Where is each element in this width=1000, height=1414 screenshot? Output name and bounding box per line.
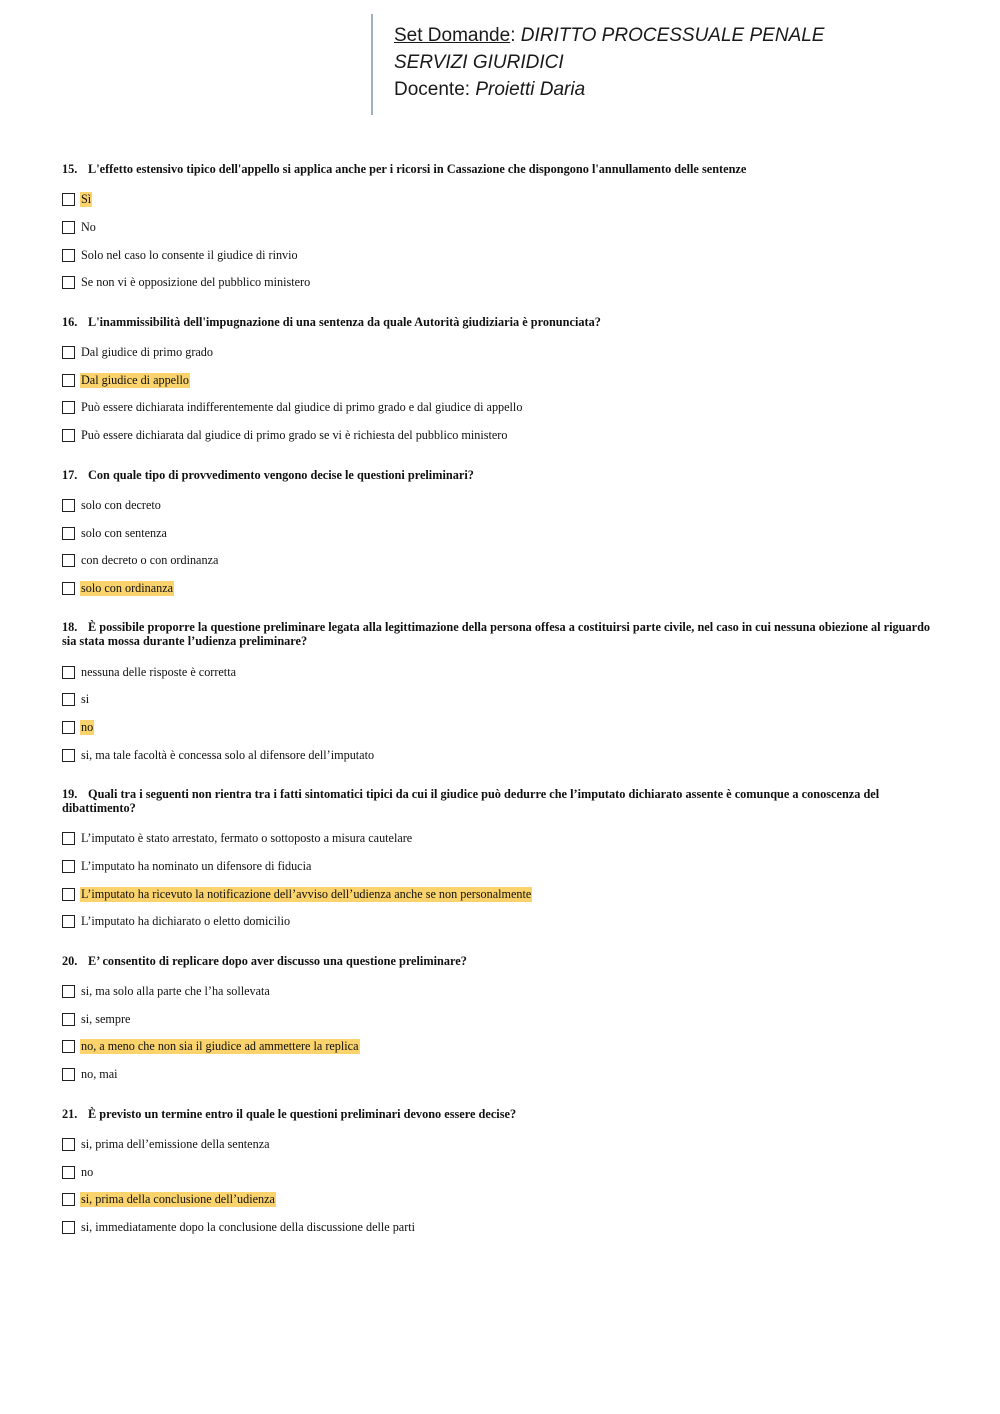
answer-checkbox[interactable] (62, 582, 75, 595)
answer-checkbox[interactable] (62, 1068, 75, 1081)
answer-checkbox[interactable] (62, 1166, 75, 1179)
answer-text-highlighted: solo con ordinanza (81, 580, 174, 595)
question-text: È previsto un termine entro il quale le questioni preliminari devono essere decise? (88, 1106, 517, 1121)
answer-option[interactable] (62, 1061, 932, 1089)
answer-text: con decreto o con ordinanza (81, 553, 219, 568)
answer-option[interactable] (62, 714, 932, 742)
answer-checkbox[interactable] (62, 1040, 75, 1053)
answer-text: Se non vi è opposizione del pubblico ministero (81, 275, 311, 290)
answer-option[interactable] (62, 492, 932, 520)
question-text: Con quale tipo di provvedimento vengono decise le questioni preliminari? (88, 467, 474, 482)
answer-option[interactable] (62, 241, 932, 269)
answer-checkbox[interactable] (62, 749, 75, 762)
answer-option[interactable] (62, 1131, 932, 1159)
question-block (62, 162, 932, 297)
answer-text-highlighted: si, prima della conclusione dell’udienza (81, 1192, 275, 1207)
answer-option[interactable] (62, 1005, 932, 1033)
question-text: L'effetto estensivo tipico dell'appello si applica anche per i ricorsi in Cassazione che dispongono l'annullamento delle sentenze (88, 162, 747, 176)
answer-text: Dal giudice di primo grado (81, 345, 213, 360)
answer-text: L’imputato ha dichiarato o eletto domicilio (81, 914, 291, 929)
answer-text: si, ma tale facoltà è concessa solo al difensore dell’imputato (81, 747, 375, 762)
answer-option[interactable] (62, 1214, 932, 1242)
answer-option[interactable] (62, 366, 932, 394)
question-heading (62, 787, 932, 815)
answer-option[interactable] (62, 519, 932, 547)
question-block (62, 787, 932, 936)
answer-checkbox[interactable] (62, 276, 75, 289)
question-block (62, 315, 932, 450)
answer-checkbox[interactable] (62, 499, 75, 512)
answer-text-highlighted: no (81, 719, 94, 734)
answer-option[interactable] (62, 880, 932, 908)
answer-option[interactable] (62, 422, 932, 450)
answer-checkbox[interactable] (62, 429, 75, 442)
question-block (62, 1107, 932, 1242)
answer-option[interactable] (62, 339, 932, 367)
answer-checkbox[interactable] (62, 1193, 75, 1206)
answer-checkbox[interactable] (62, 1221, 75, 1234)
question-text: E’ consentito di replicare dopo aver discusso una questione preliminare? (88, 953, 467, 968)
answer-option[interactable] (62, 186, 932, 214)
question-heading (62, 315, 932, 329)
question-text: È possibile proporre la questione preliminare legata alla legittimazione della persona offesa a costituirsi parte civile, nel caso in cui nessuna obiezione al riguardo sia stata mossa durante l’udienza preliminare? (62, 620, 931, 649)
answer-checkbox[interactable] (62, 221, 75, 234)
answer-checkbox[interactable] (62, 666, 75, 679)
teacher-label: Docente: (394, 79, 471, 100)
set-colon: : (510, 25, 516, 46)
answer-checkbox[interactable] (62, 832, 75, 845)
question-heading (62, 468, 932, 482)
answer-checkbox[interactable] (62, 374, 75, 387)
question-text: Quali tra i seguenti non rientra tra i fatti sintomatici tipici da cui il giudice può dedurre che l’imputato dichiarato assente è comunque a conoscenza del dibattimento? (62, 787, 880, 815)
answer-option[interactable] (62, 214, 932, 242)
question-heading (62, 620, 932, 648)
header-set-line (394, 22, 931, 49)
answer-text: L’imputato ha nominato un difensore di fiducia (81, 859, 312, 874)
question-heading (62, 162, 932, 176)
subject-line-2: SERVIZI GIURIDICI (394, 52, 564, 73)
answer-text: No (81, 220, 96, 235)
answer-checkbox[interactable] (62, 693, 75, 706)
answer-text: Solo nel caso lo consente il giudice di rinvio (81, 247, 298, 262)
answer-text: si, immediatamente dopo la conclusione della discussione delle parti (81, 1219, 416, 1234)
teacher-name: Proietti Daria (475, 79, 586, 100)
answer-checkbox[interactable] (62, 721, 75, 734)
answer-text-highlighted: Dal giudice di appello (81, 372, 189, 387)
question-number: 15. (62, 162, 78, 176)
question-number: 17. (62, 467, 78, 482)
answer-text: Può essere dichiarata dal giudice di primo grado se vi è richiesta del pubblico ministero (81, 428, 508, 443)
subject-line-1: DIRITTO PROCESSUALE PENALE (520, 25, 825, 46)
answer-option[interactable] (62, 658, 932, 686)
answer-text: solo con decreto (81, 497, 161, 512)
answer-option[interactable] (62, 741, 932, 769)
answer-option[interactable] (62, 394, 932, 422)
header-teacher-line (394, 76, 931, 103)
answer-text: nessuna delle risposte è corretta (81, 664, 236, 679)
answer-text: no, mai (81, 1067, 118, 1082)
document-header (371, 14, 931, 115)
answer-checkbox[interactable] (62, 527, 75, 540)
answer-option[interactable] (62, 1186, 932, 1214)
question-block (62, 954, 932, 1089)
answer-checkbox[interactable] (62, 1013, 75, 1026)
answer-text: si, ma solo alla parte che l’ha sollevata (81, 984, 270, 999)
answer-checkbox[interactable] (62, 346, 75, 359)
answer-text: si (81, 692, 90, 707)
answer-text-highlighted: no, a meno che non sia il giudice ad ammettere la replica (81, 1039, 359, 1054)
header-subject-line-2 (394, 49, 931, 76)
answer-option[interactable] (62, 1158, 932, 1186)
question-text: L'inammissibilità dell'impugnazione di una sentenza da quale Autorità giudiziaria è pronunciata? (88, 314, 601, 329)
question-block (62, 620, 932, 769)
set-label: Set Domande (394, 25, 511, 46)
question-number: 20. (62, 953, 78, 968)
answer-checkbox[interactable] (62, 860, 75, 873)
question-number: 21. (62, 1106, 78, 1121)
answer-option[interactable] (62, 547, 932, 575)
answer-checkbox[interactable] (62, 249, 75, 262)
question-number: 18. (62, 620, 78, 635)
answer-checkbox[interactable] (62, 1138, 75, 1151)
answer-checkbox[interactable] (62, 401, 75, 414)
question-list (62, 162, 932, 1259)
answer-text: solo con sentenza (81, 525, 167, 540)
answer-option[interactable] (62, 853, 932, 881)
answer-checkbox[interactable] (62, 193, 75, 206)
answer-text-highlighted: L’imputato ha ricevuto la notificazione dell’avviso dell’udienza anche se non personalmente (81, 886, 532, 901)
answer-checkbox[interactable] (62, 888, 75, 901)
answer-checkbox[interactable] (62, 915, 75, 928)
answer-option[interactable] (62, 269, 932, 297)
answer-text: si, sempre (81, 1011, 131, 1026)
answer-text: si, prima dell’emissione della sentenza (81, 1136, 270, 1151)
question-number: 16. (62, 314, 78, 329)
question-heading (62, 1107, 932, 1121)
answer-option[interactable] (62, 1033, 932, 1061)
answer-text: L’imputato è stato arrestato, fermato o sottoposto a misura cautelare (81, 831, 413, 846)
answer-text: no (81, 1164, 94, 1179)
answer-text: Può essere dichiarata indifferentemente dal giudice di primo grado e dal giudice di appello (81, 400, 523, 415)
question-number: 19. (62, 787, 78, 801)
answer-checkbox[interactable] (62, 554, 75, 567)
answer-option[interactable] (62, 825, 932, 853)
question-heading (62, 954, 932, 968)
answer-option[interactable] (62, 686, 932, 714)
answer-text-highlighted: Sì (81, 192, 92, 207)
answer-checkbox[interactable] (62, 985, 75, 998)
answer-option[interactable] (62, 575, 932, 603)
question-block (62, 468, 932, 603)
answer-option[interactable] (62, 978, 932, 1006)
answer-option[interactable] (62, 908, 932, 936)
